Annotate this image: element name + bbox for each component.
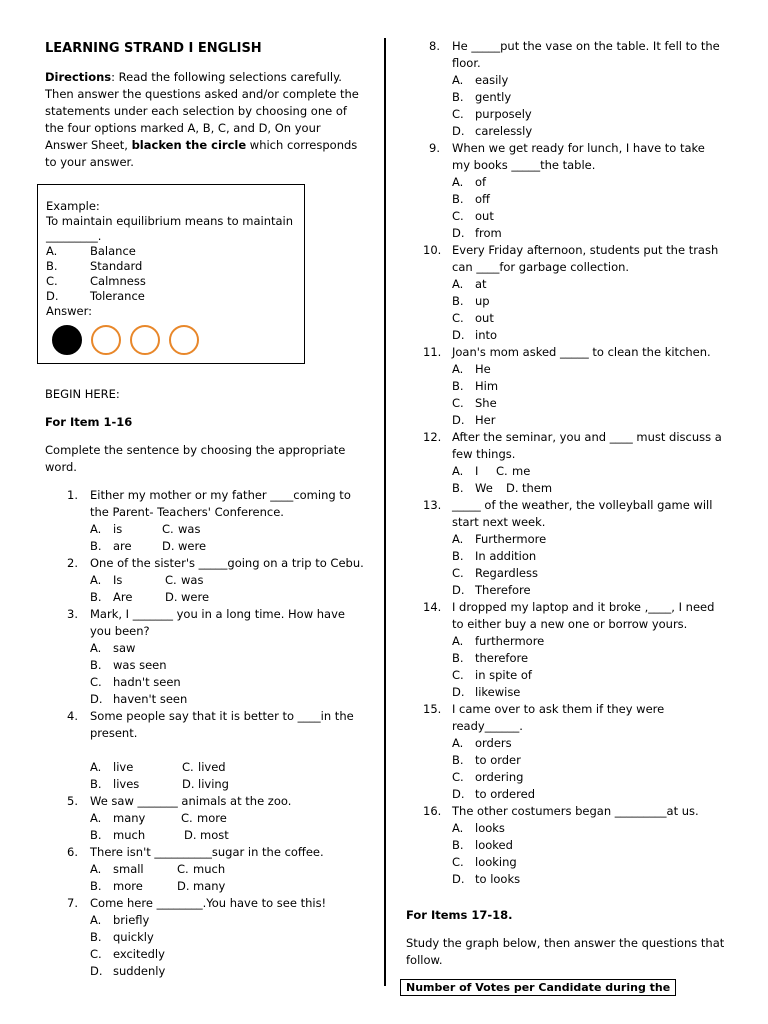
question-8-option-b: B. gently: [452, 90, 512, 104]
question-14-option-b: B. therefore: [452, 651, 529, 665]
question-9-option-d: D. from: [452, 226, 502, 240]
section-heading-1: For Item 1-16: [45, 415, 133, 429]
question-1-options-row-2: B. are D. were: [90, 539, 207, 553]
question-16-option-d: D. to looks: [452, 872, 521, 886]
question-9-option-a: A. of: [452, 175, 487, 189]
directions-bold: blacken the circle: [131, 138, 247, 152]
answer-circle-empty-icon: [169, 325, 199, 355]
answer-circles: [52, 325, 208, 355]
question-3-option-c: C. hadn't seen: [90, 675, 181, 689]
question-12-options-row-2: B. We D. them: [452, 481, 553, 495]
question-1: 1. Either my mother or my father ____coming to the Parent- Teachers' Conference.: [67, 488, 351, 519]
question-8-option-c: C. purposely: [452, 107, 532, 121]
question-13-option-b: B. In addition: [452, 549, 537, 563]
directions-lead: Directions: [45, 70, 112, 84]
question-4-options-row-1: A. live C. lived: [90, 760, 226, 774]
graph-title: Number of Votes per Candidate during the: [400, 979, 676, 996]
directions: [45, 69, 365, 171]
question-9: 9. When we get ready for lunch, I have to take my books _____the table.: [429, 141, 705, 172]
question-13-option-c: C. Regardless: [452, 566, 538, 580]
example-answer-label: Answer:: [46, 304, 93, 318]
question-7-option-a: A. briefly: [90, 913, 150, 927]
question-7-option-c: C. excitedly: [90, 947, 165, 961]
question-1-options-row-1: A. is C. was: [90, 522, 201, 536]
question-13-option-a: A. Furthermore: [452, 532, 547, 546]
question-7-option-d: D. suddenly: [90, 964, 166, 978]
question-4-options-row-2: B. lives D. living: [90, 777, 229, 791]
begin-here: BEGIN HERE:: [45, 387, 120, 401]
question-15: 15. I came over to ask them if they were ready______.: [423, 702, 665, 733]
question-11-option-b: B. Him: [452, 379, 499, 393]
question-10-option-c: C. out: [452, 311, 494, 325]
example-option-a: A. Balance: [46, 244, 136, 258]
question-10: 10. Every Friday afternoon, students put the trash can ____for garbage collection.: [423, 243, 719, 274]
question-8: 8. He _____put the vase on the table. It fell to the floor.: [429, 39, 720, 70]
question-9-option-c: C. out: [452, 209, 494, 223]
section-heading-2: For Items 17-18.: [406, 908, 513, 922]
question-5-options-row-1: A. many C. more: [90, 811, 227, 825]
question-16-option-c: C. looking: [452, 855, 517, 869]
question-3: 3. Mark, I _______ you in a long time. How have you been?: [67, 607, 345, 638]
example-option-b: B. Standard: [46, 259, 143, 273]
example-question: To maintain equilibrium means to maintain _________.: [46, 214, 294, 243]
question-13-option-d: D. Therefore: [452, 583, 531, 597]
example-label: Example:: [46, 199, 100, 213]
answer-circle-filled-icon: [52, 325, 82, 355]
example-box: [37, 184, 305, 364]
question-10-option-b: B. up: [452, 294, 490, 308]
question-3-option-a: A. saw: [90, 641, 136, 655]
column-divider: [384, 38, 386, 986]
page-title: LEARNING STRAND I ENGLISH: [45, 41, 262, 56]
question-6: 6. There isn't __________sugar in the coffee.: [67, 845, 324, 859]
question-10-option-a: A. at: [452, 277, 487, 291]
directions-text-1: : Read the following selections carefully. Then answer the questions asked and/or complete the statements under each selection by choosing one of the four options marked A, B, C, and D, On your Answer Sheet,: [45, 70, 359, 152]
question-11-option-d: D. Her: [452, 413, 496, 427]
section-instruction-2: Study the graph below, then answer the questions that follow.: [406, 936, 725, 967]
right-column: [406, 38, 726, 996]
question-8-option-a: A. easily: [452, 73, 509, 87]
example-option-d: D. Tolerance: [46, 289, 145, 303]
question-2-options-row-2: B. Are D. were: [90, 590, 210, 604]
directions-text-2: which corresponds to your answer.: [45, 138, 358, 169]
question-11: 11. Joan's mom asked _____ to clean the kitchen.: [423, 345, 711, 359]
question-6-options-row-1: A. small C. much: [90, 862, 226, 876]
question-11-option-c: C. She: [452, 396, 497, 410]
question-15-option-c: C. ordering: [452, 770, 524, 784]
question-5: 5. We saw _______ animals at the zoo.: [67, 794, 292, 808]
question-15-option-d: D. to ordered: [452, 787, 535, 801]
section-instruction-1: Complete the sentence by choosing the appropriate word.: [45, 443, 346, 474]
question-12-options-row-1: A. I C. me: [452, 464, 531, 478]
question-8-option-d: D. carelessly: [452, 124, 533, 138]
question-2: 2. One of the sister's _____going on a trip to Cebu.: [67, 556, 364, 570]
question-5-options-row-2: B. much D. most: [90, 828, 229, 842]
question-12: 12. After the seminar, you and ____ must discuss a few things.: [423, 430, 722, 461]
question-15-option-a: A. orders: [452, 736, 512, 750]
question-10-option-d: D. into: [452, 328, 498, 342]
question-3-option-d: D. haven't seen: [90, 692, 188, 706]
question-9-option-b: B. off: [452, 192, 490, 206]
question-14-option-d: D. likewise: [452, 685, 521, 699]
question-16: 16. The other costumers began _________at us.: [423, 804, 699, 818]
question-2-options-row-1: A. Is C. was: [90, 573, 204, 587]
question-15-option-b: B. to order: [452, 753, 521, 767]
answer-circle-empty-icon: [130, 325, 160, 355]
question-14: 14. I dropped my laptop and it broke ,____, I need to either buy a new one or borrow yours.: [423, 600, 715, 631]
left-column: [45, 40, 365, 980]
question-16-option-a: A. looks: [452, 821, 505, 835]
answer-circle-empty-icon: [91, 325, 121, 355]
question-16-option-b: B. looked: [452, 838, 513, 852]
example-option-c: C. Calmness: [46, 274, 146, 288]
question-14-option-c: C. in spite of: [452, 668, 532, 682]
question-13: 13. _____ of the weather, the volleyball game will start next week.: [423, 498, 713, 529]
question-14-option-a: A. furthermore: [452, 634, 545, 648]
question-4: 4. Some people say that it is better to ____in the present.: [67, 709, 354, 740]
question-6-options-row-2: B. more D. many: [90, 879, 226, 893]
question-11-option-a: A. He: [452, 362, 491, 376]
question-7-option-b: B. quickly: [90, 930, 154, 944]
question-7: 7. Come here ________.You have to see this!: [67, 896, 327, 910]
question-3-option-b: B. was seen: [90, 658, 167, 672]
